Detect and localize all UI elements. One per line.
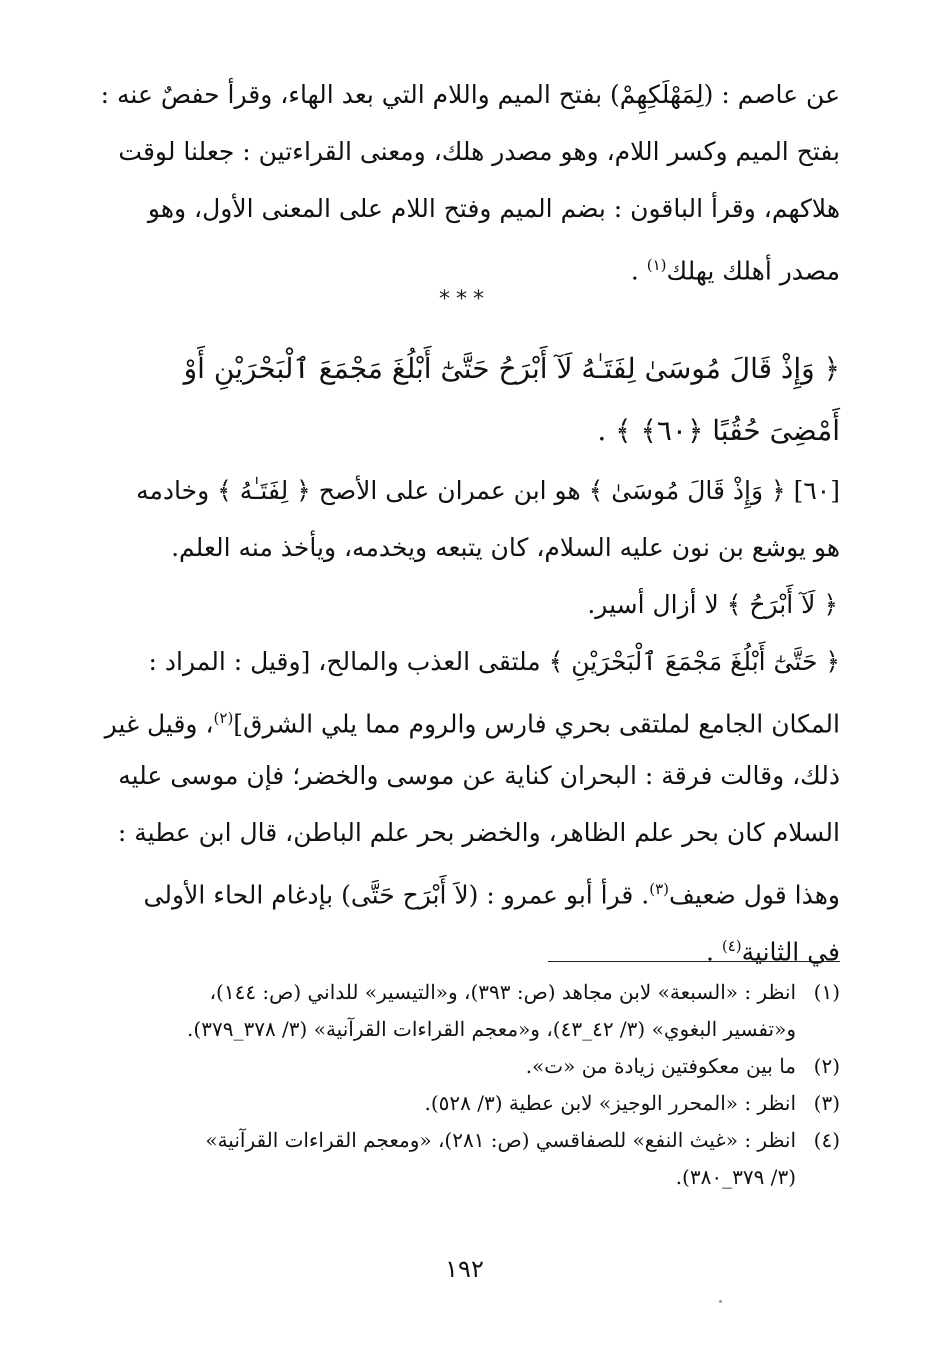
footnote-number: (١)	[813, 980, 840, 1004]
text-line: عن عاصم : (لِمَهْلَكِهِمْ) بفتح الميم واللام التي بعد الهاء، وقرأ حفصٌ عنه :	[100, 80, 840, 109]
text-line	[104, 690, 840, 747]
verse-line: أَمْضِىَ حُقُبًا ﴿٦٠﴾ ﴾ .	[597, 414, 840, 447]
footnote-item	[118, 1085, 840, 1122]
text-line	[118, 918, 840, 975]
paragraph-intro	[100, 66, 840, 294]
footnote-text	[118, 974, 796, 1048]
footnotes	[118, 974, 840, 1196]
footnote-line: (٣/ ٣٧٩_٣٨٠).	[675, 1165, 796, 1189]
text-segment: مصدر أهلك يهلك	[666, 256, 840, 286]
footnote-text	[118, 1122, 796, 1196]
page-number: ١٩٢	[445, 1255, 484, 1283]
footnote-number: (٣)	[813, 1091, 840, 1115]
text-line: السلام كان بحر علم الظاهر، والخضر بحر علم الباطن، قال ابن عطية :	[117, 818, 840, 847]
footnote-ref: (٣)	[649, 880, 670, 898]
text-line: [٦٠] ﴿ وَإِذْ قَالَ مُوسَىٰ ﴾ هو ابن عمران على الأصح ﴿ لِفَتَـٰهُ ﴾ وخادمه	[136, 476, 840, 505]
scan-speck	[719, 1300, 722, 1303]
footnote-item	[118, 974, 840, 1048]
text-segment: .	[705, 937, 722, 967]
footnote-number: (٢)	[813, 1054, 840, 1078]
footnote-item	[118, 1048, 840, 1085]
text-line: هلاكهم، وقرأ الباقون : بضم الميم وفتح اللام على المعنى الأول، وهو	[147, 194, 840, 223]
text-segment: المكان الجامع لملتقى بحري فارس والروم مما يلي الشرق]	[233, 709, 840, 739]
footnote-text	[118, 1048, 796, 1085]
footnote-line: انظر : «غيث النفع» للصفاقسي (ص: ٢٨١)، «ومعجم القراءات القرآنية»	[205, 1128, 796, 1152]
footnote-ref: (١)	[646, 256, 667, 274]
text-line: بفتح الميم وكسر اللام، وهو مصدر هلك، ومعنى القراءتين : جعلنا لوقت	[118, 137, 840, 166]
footnote-text	[118, 1085, 796, 1122]
text-line: هو يوشع بن نون عليه السلام، كان يتبعه ويخدمه، ويأخذ منه العلم.	[171, 533, 840, 562]
text-segment: . قرأ أبو عمرو : (لاَ أَبْرَح حَتَّى) بإدغام الحاء الأولى	[143, 880, 650, 910]
verse-line: ﴿ وَإِذْ قَالَ مُوسَىٰ لِفَتَـٰهُ لَآ أَبْرَحُ حَتَّىٰٓ أَبْلُغَ مَجْمَعَ ٱلْبَحْرَيْنِ أَوْ	[183, 352, 840, 385]
footnote-item	[118, 1122, 840, 1196]
footnote-line: انظر : «المحرر الوجيز» لابن عطية (٣/ ٥٢٨).	[424, 1091, 796, 1115]
text-line	[118, 237, 840, 294]
footnote-line: ما بين معكوفتين زيادة من «ت».	[525, 1054, 796, 1078]
footnote-ref: (٢)	[213, 709, 234, 727]
footnote-number: (٤)	[813, 1128, 840, 1152]
commentary	[104, 462, 840, 975]
footnote-line: و«تفسير البغوي» (٣/ ٤٢_٤٣)، و«معجم القراءات القرآنية» (٣/ ٣٧٨_٣٧٩).	[187, 1017, 796, 1041]
text-line: ﴿ حَتَّىٰٓ أَبْلُغَ مَجْمَعَ ٱلْبَحْرَيْنِ ﴾ ملتقى العذب والمالح، [وقيل : المراد :	[148, 647, 840, 676]
text-line: ﴿ لَآ أَبْرَحُ ﴾ لا أزال أسير.	[587, 590, 838, 619]
text-segment: وهذا قول ضعيف	[669, 880, 840, 910]
text-segment: ، وقيل غير	[104, 709, 214, 739]
text-segment: .	[630, 256, 647, 286]
quran-verse	[118, 338, 840, 462]
text-line	[118, 861, 840, 918]
text-segment: في الثانية	[741, 937, 840, 967]
text-line: ذلك، وقالت فرقة : البحران كناية عن موسى والخضر؛ فإن موسى عليه	[118, 761, 840, 790]
footnote-divider	[548, 961, 840, 962]
footnote-line: انظر : «السبعة» لابن مجاهد (ص: ٣٩٣)، و«التيسير» للداني (ص: ١٤٤)،	[209, 980, 796, 1004]
footnote-ref: (٤)	[721, 937, 742, 955]
section-separator: ***	[439, 287, 490, 312]
